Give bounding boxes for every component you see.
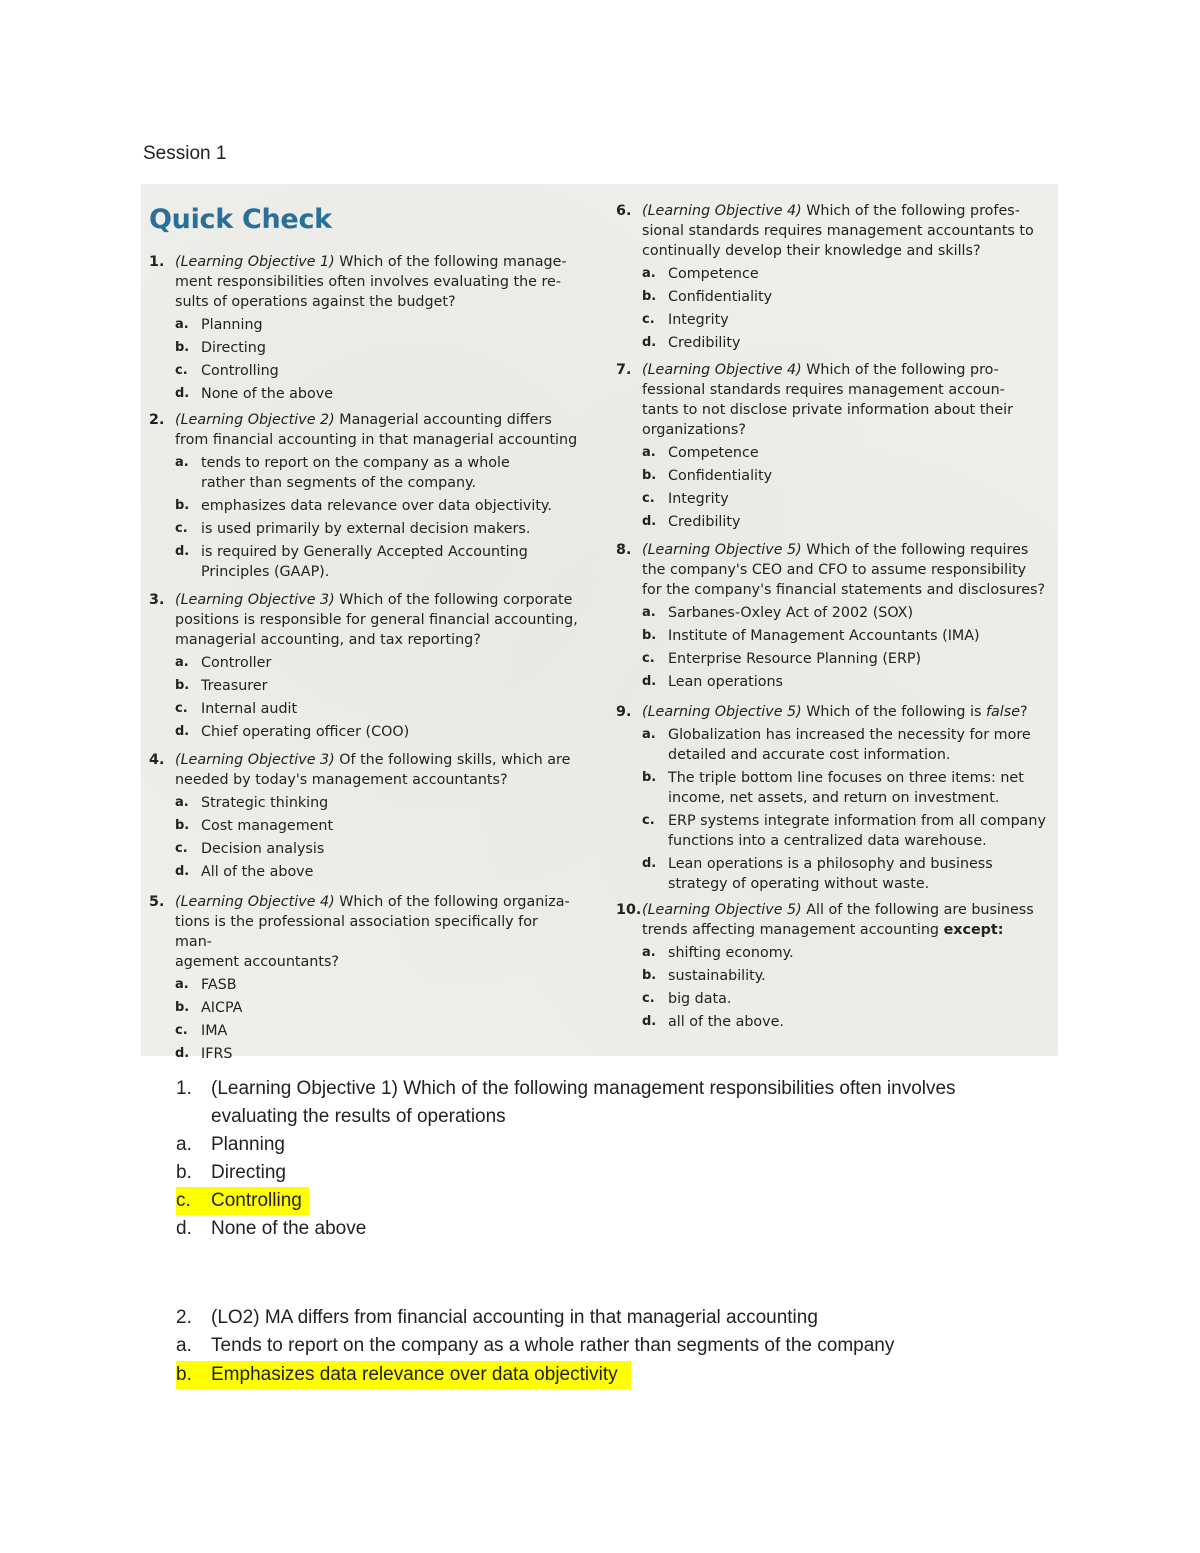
question-3: 3. (Learning Objective 3) Which of the following corporate positions is responsible for general financial accounting, managerial accounting, and tax reporting? a. Controller b. Treasurer c. Internal audit d. Chief operating officer (COO) <box>149 592 578 740</box>
option-c: c. Controlling <box>175 363 279 379</box>
question-6: 6. (Learning Objective 4) Which of the following profes- sional standards requires management accountants to continually develop their knowledge and skills? a. Competence b. Confidentiality c. Integrity d. Credibility <box>616 201 1046 353</box>
question-2: 2. (Learning Objective 2) Managerial accounting differs from financial accounting in that managerial accounting a. tends to report on the company as a whole rather than segments of the company. b. emphasizes data relevance over data objectivity. c. is used primarily by external decision makers. d. is required by Generally Accepted Accounting Principles (GAAP). <box>149 412 578 580</box>
answer-2-option-b-highlighted: b. Emphasizes data relevance over data objectivity <box>176 1361 631 1389</box>
option-d: d. Lean operations is a philosophy and business strategy of operating without waste. <box>642 856 993 892</box>
option-b: b. emphasizes data relevance over data objectivity. <box>175 498 552 514</box>
option-c: c. big data. <box>642 991 732 1007</box>
option-b: b. Directing <box>175 340 266 356</box>
option-c: c. Enterprise Resource Planning (ERP) <box>642 651 922 667</box>
question-4: 4. (Learning Objective 3) Of the following skills, which are needed by today's management accountants? a. Strategic thinking b. Cost management c. Decision analysis d. All of the above <box>149 750 579 882</box>
question-5: 5. (Learning Objective 4) Which of the following organiza- tions is the professional association specifically for man- agement accountants? a. FASB b. AICPA c. IMA d. IFRS <box>149 892 579 1064</box>
option-b: b. sustainability. <box>642 968 766 984</box>
option-d: d. All of the above <box>175 864 314 880</box>
option-d: d. all of the above. <box>642 1014 784 1030</box>
option-b: b. Treasurer <box>175 678 268 694</box>
option-a: a. tends to report on the company as a whole rather than segments of the company. <box>175 455 510 491</box>
option-c: c. Internal audit <box>175 701 298 717</box>
option-d: d. Credibility <box>642 335 741 351</box>
option-d: d. is required by Generally Accepted Accounting Principles (GAAP). <box>175 544 528 580</box>
option-c: c. Integrity <box>642 491 729 507</box>
option-b: b. Cost management <box>175 818 334 834</box>
question-10: 10. (Learning Objective 5) All of the following are business trends affecting management accounting except: a. shifting economy. b. sustainability. c. big data. d. all of the above. <box>616 900 1046 1032</box>
option-b: b. Confidentiality <box>642 289 773 305</box>
quick-check-title: Quick Check <box>149 204 332 235</box>
option-c: c. IMA <box>175 1023 228 1039</box>
option-d: d. Chief operating officer (COO) <box>175 724 410 740</box>
option-d: d. Lean operations <box>642 674 783 690</box>
option-a: a. Strategic thinking <box>175 795 329 811</box>
option-a: a. Competence <box>642 266 759 282</box>
question-stem: (Learning Objective 1) Which of the following manage- ment responsibilities often involves evaluating the re- sults of operations against the budget? <box>175 254 567 310</box>
question-1 <box>149 252 579 404</box>
option-a: a. Planning <box>175 317 263 333</box>
option-a: a. Competence <box>642 445 759 461</box>
option-a: a. Globalization has increased the necessity for more detailed and accurate cost information. <box>642 727 1031 763</box>
question-7: 7. (Learning Objective 4) Which of the following pro- fessional standards requires management accoun- tants to not disclose private information about their organizations? a. Competence b. Confidentiality c. Integrity d. Credibility <box>616 360 1046 532</box>
option-d: d. None of the above <box>175 386 334 402</box>
session-title: Session 1 <box>143 143 227 164</box>
question-8: 8. (Learning Objective 5) Which of the following requires the company's CEO and CFO to assume responsibility for the company's financial statements and disclosures? a. Sarbanes-Oxley Act of 2002 (SOX) b. Institute of Management Accountants (IMA) c. Enterprise Resource Planning (ERP) d. Lean operations <box>616 540 1051 692</box>
option-c: c. Decision analysis <box>175 841 325 857</box>
question-number: 1. <box>149 254 165 270</box>
option-a: a. FASB <box>175 977 237 993</box>
option-a: a. Sarbanes-Oxley Act of 2002 (SOX) <box>642 605 914 621</box>
quick-check-scan <box>141 184 1058 1062</box>
option-a: a. shifting economy. <box>642 945 794 961</box>
option-b: b. AICPA <box>175 1000 243 1016</box>
option-b: b. The triple bottom line focuses on three items: net income, net assets, and return on investment. <box>642 770 1024 806</box>
option-c: c. ERP systems integrate information from all company functions into a centralized data warehouse. <box>642 813 1046 849</box>
option-c: c. is used primarily by external decision makers. <box>175 521 531 537</box>
option-b: b. Confidentiality <box>642 468 773 484</box>
option-d: d. Credibility <box>642 514 741 530</box>
option-d: d. IFRS <box>175 1046 233 1062</box>
option-c: c. Integrity <box>642 312 729 328</box>
question-9: 9. (Learning Objective 5) Which of the following is false? a. Globalization has increased the necessity for more detailed and accurate cost information. b. The triple bottom line focuses on three items: net income, net assets, and return on investment. c. ERP systems integrate information from all company functions into a centralized data warehouse. d. Lean operations is a philosophy and business strategy of operating without waste. <box>616 702 1046 894</box>
option-b: b. Institute of Management Accountants (IMA) <box>642 628 980 644</box>
option-a: a. Controller <box>175 655 272 671</box>
answer-1-option-c-highlighted: c. Controlling <box>176 1187 309 1215</box>
